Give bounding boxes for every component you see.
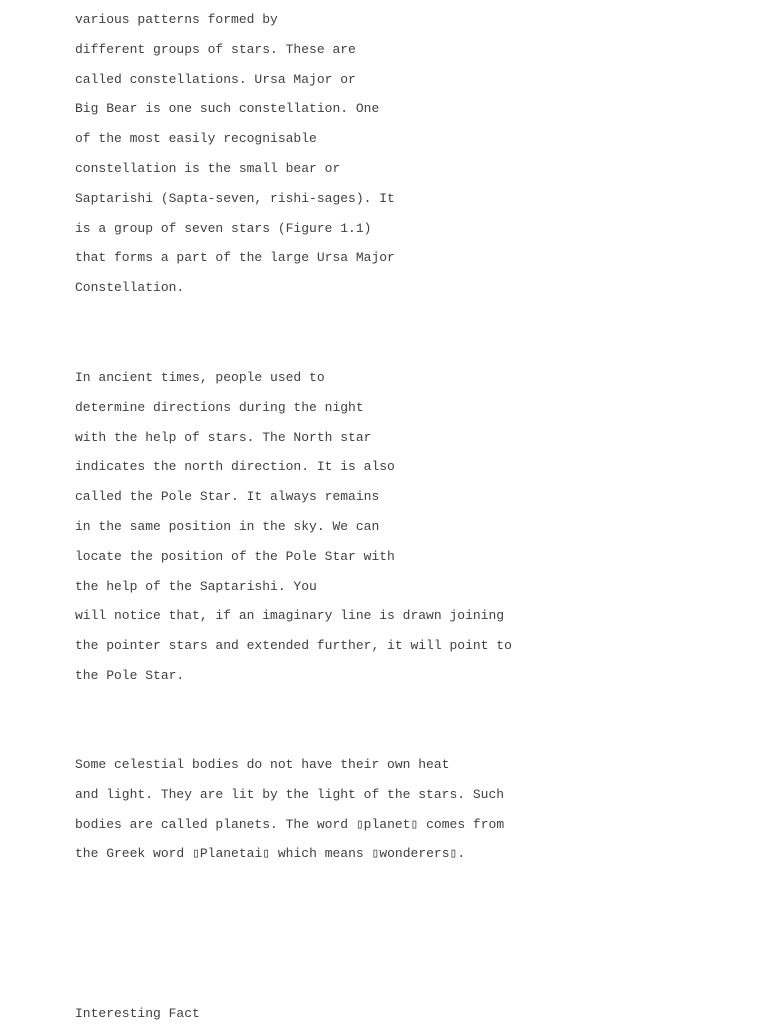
text-line: Saptarishi (Sapta-seven, rishi-sages). It <box>75 190 395 206</box>
text-line: bodies are called planets. The word ▯planet▯ comes from <box>75 816 505 832</box>
text-line: the Greek word ▯Planetai▯ which means ▯wonderers▯. <box>75 846 466 862</box>
text-line: various patterns formed by <box>75 12 278 27</box>
paragraph-planets <box>75 750 504 869</box>
heading-interesting-fact: Interesting Fact <box>75 1006 200 1021</box>
text-line: and light. They are lit by the light of the stars. Such <box>75 786 505 802</box>
text-line: of the most easily recognisable <box>75 131 317 147</box>
text-line: determine directions during the night <box>75 399 364 415</box>
text-line: that forms a part of the large Ursa Major <box>75 250 395 266</box>
text-line: different groups of stars. These are <box>75 41 356 57</box>
text-line: is a group of seven stars (Figure 1.1) <box>75 220 372 236</box>
text-line: constellation is the small bear or <box>75 160 341 176</box>
text-line: Some celestial bodies do not have their own heat <box>75 757 450 772</box>
text-line: in the same position in the sky. We can <box>75 518 380 534</box>
text-line: will notice that, if an imaginary line is drawn joining <box>75 608 505 624</box>
text-line: the Pole Star. <box>75 667 185 683</box>
text-line: the help of the Saptarishi. You <box>75 578 317 594</box>
paragraph-constellations <box>75 5 395 303</box>
text-line: locate the position of the Pole Star with <box>75 548 395 564</box>
text-line: indicates the north direction. It is also <box>75 459 395 475</box>
text-line: the pointer stars and extended further, it will point to <box>75 638 512 654</box>
text-line: Constellation. <box>75 280 185 296</box>
text-line: with the help of stars. The North star <box>75 429 372 445</box>
paragraph-pole-star <box>75 363 512 691</box>
text-line: called constellations. Ursa Major or <box>75 71 356 87</box>
text-line: Big Bear is one such constellation. One <box>75 101 380 117</box>
text-line: called the Pole Star. It always remains <box>75 489 380 505</box>
text-line: In ancient times, people used to <box>75 370 325 385</box>
section-heading <box>75 999 200 1029</box>
